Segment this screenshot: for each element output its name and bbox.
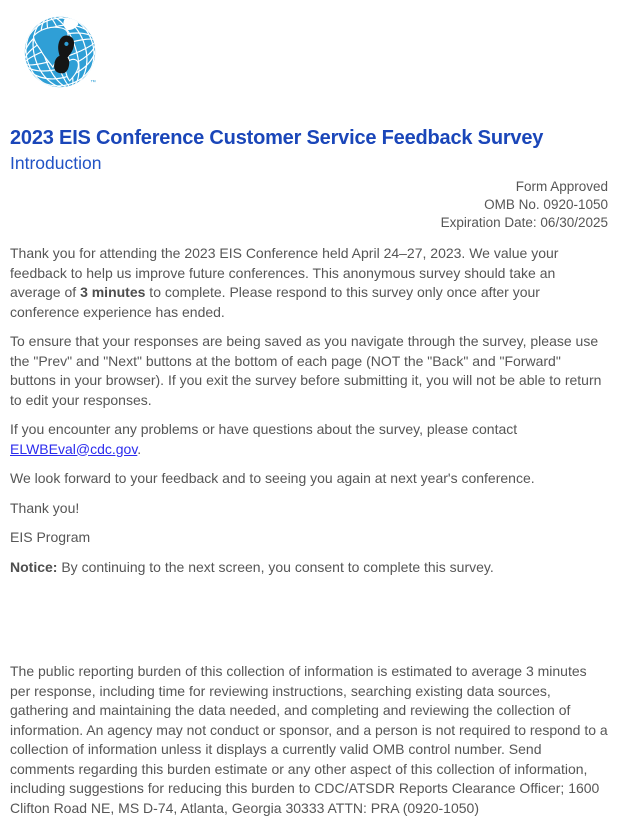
paragraph-eis-program: EIS Program — [10, 529, 91, 545]
paragraph-look-forward: We look forward to your feedback and to seeing you again at next year's conference. — [10, 470, 535, 486]
logo-row — [10, 12, 608, 92]
omb-number-line: OMB No. 0920-1050 — [484, 197, 608, 212]
text-run: . — [137, 440, 142, 457]
text-run: to complete. Please respond to this survey only once after your conference experience has ended. — [10, 284, 540, 320]
eis-globe-logo — [20, 12, 100, 92]
notice-label: Notice: — [10, 558, 58, 575]
paragraph-thank-you-short: Thank you! — [10, 499, 80, 516]
trademark-symbol: ™ — [90, 80, 96, 86]
burden-statement: The public reporting burden of this collection of information is estimated to average 3 minutes per response, including time for reviewing instructions, searching existing data sources, gathering and maintaining the data needed, and completing and reviewing the collection of information. An agency may not conduct or sponsor, and a person is not required to respond to a collection of information unless it displays a currently valid OMB control number. Send comments regarding this burden estimate or any other aspect of this collection of information, including suggestions for reducing this burden to CDC/ATSDR Reports Clearance Officer; 1600 Clifton Road NE, MS D-74, Atlanta, Georgia 30333 ATTN: PRA (0920-1050) — [10, 663, 608, 816]
text-run: By continuing to the next screen, you consent to complete this survey. — [57, 558, 494, 575]
omb-approval-block — [10, 178, 608, 232]
section-title-introduction: Introduction — [10, 153, 102, 173]
bold-three-minutes: 3 minutes — [80, 284, 146, 300]
survey-title: 2023 EIS Conference Customer Service Feedback Survey — [10, 127, 544, 149]
paragraph-navigation-instructions: To ensure that your responses are being saved as you navigate through the survey, please use the "Prev" and "Next" buttons at the bottom of each page (NOT the "Back" and "Forward" buttons in your browser). If you exit the survey before submitting it, you will not be able to return to edit your responses. — [10, 333, 602, 408]
text-run: Thank you for attending the 2023 EIS Conference held April 24–27, 2023. We value your feedback to help us improve future conferences. This anonymous survey should take an average of — [10, 245, 559, 300]
paragraph-contact — [10, 420, 608, 459]
expiration-date-line: Expiration Date: 06/30/2025 — [440, 215, 608, 230]
text-run: If you encounter any problems or have questions about the survey, please contact — [10, 421, 518, 437]
form-approved-line: Form Approved — [515, 179, 608, 194]
paragraph-notice — [10, 558, 608, 578]
paragraph-thank-you — [10, 244, 608, 322]
contact-email-link[interactable]: ELWBEval@cdc.gov — [10, 440, 138, 457]
intro-content — [10, 244, 608, 818]
